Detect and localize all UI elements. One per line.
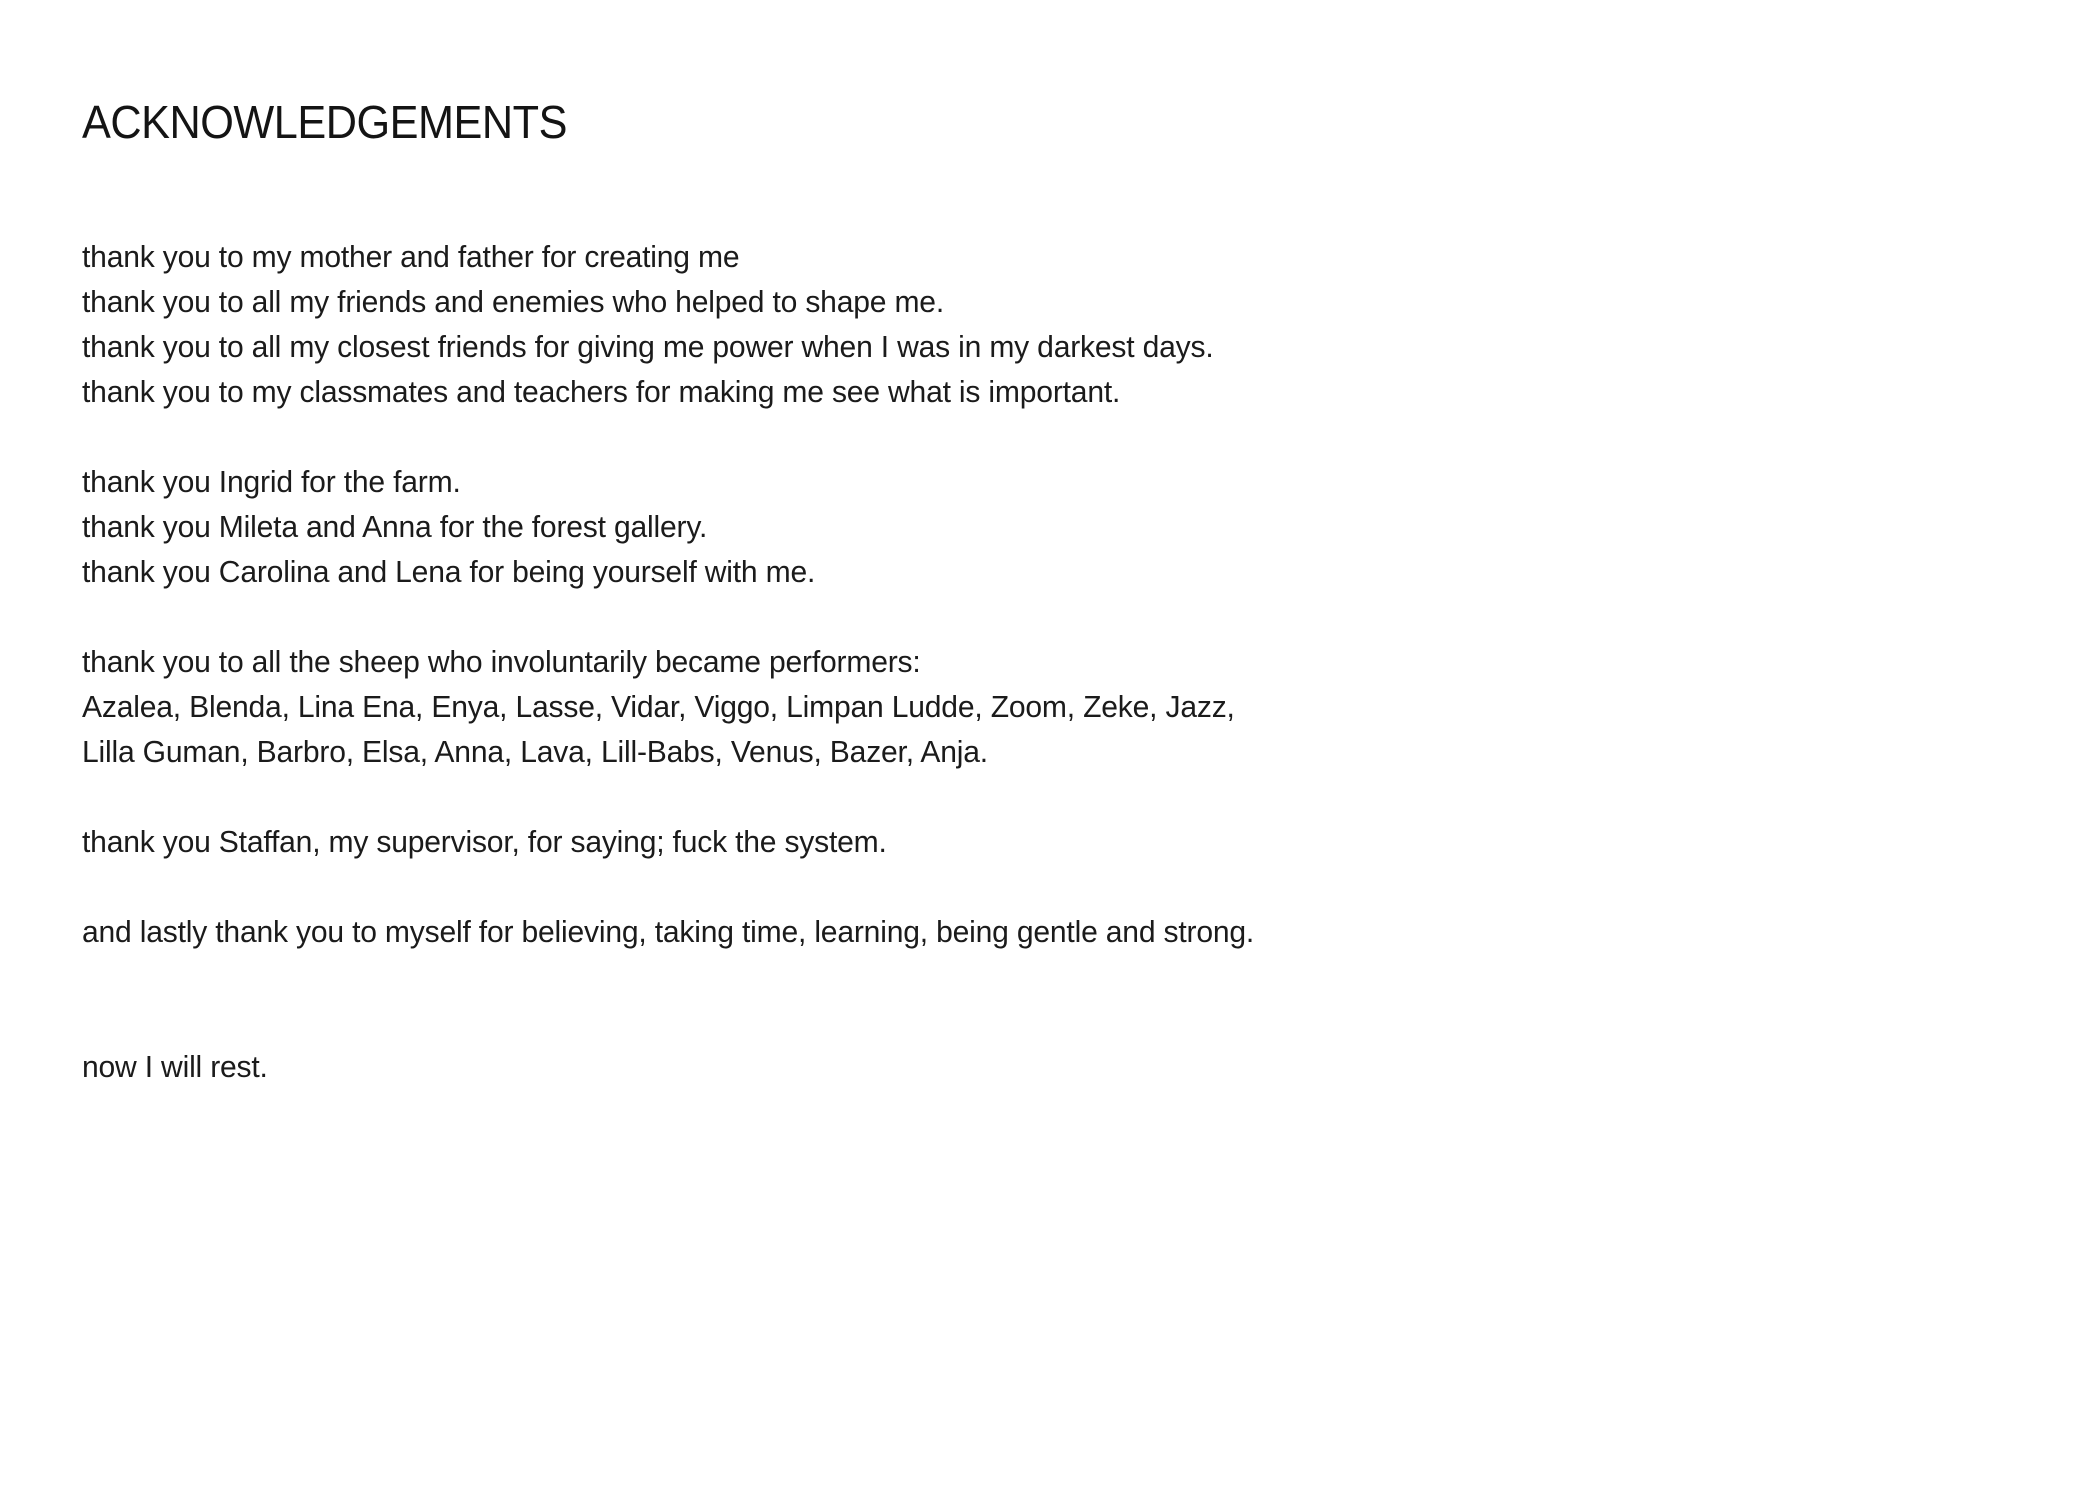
text-line: thank you to all the sheep who involuntarily became performers: [82, 644, 921, 679]
text-line: now I will rest. [82, 1049, 268, 1084]
text-line: Azalea, Blenda, Lina Ena, Enya, Lasse, Vidar, Viggo, Limpan Ludde, Zoom, Zeke, Jazz, [82, 689, 1235, 724]
text-line: thank you Staffan, my supervisor, for saying; fuck the system. [82, 824, 887, 859]
paragraph-supervisor [82, 819, 1987, 864]
text-line: thank you Mileta and Anna for the forest gallery. [82, 509, 708, 544]
paragraph-places [82, 459, 1987, 594]
text-line: Lilla Guman, Barbro, Elsa, Anna, Lava, Lill-Babs, Venus, Bazer, Anja. [82, 734, 988, 769]
text-line: thank you to all my friends and enemies who helped to shape me. [82, 284, 944, 319]
paragraph-sheep [82, 639, 1987, 774]
text-line: and lastly thank you to myself for believing, taking time, learning, being gentle and strong. [82, 914, 1255, 949]
text-line: thank you Ingrid for the farm. [82, 464, 461, 499]
text-line: thank you to all my closest friends for giving me power when I was in my darkest days. [82, 329, 1214, 364]
text-line: thank you to my classmates and teachers for making me see what is important. [82, 374, 1121, 409]
paragraph-family [82, 234, 1987, 414]
text-line: thank you Carolina and Lena for being yourself with me. [82, 554, 816, 589]
paragraph-closing [82, 1044, 1987, 1089]
text-line: thank you to my mother and father for creating me [82, 239, 740, 274]
paragraph-self [82, 909, 1987, 954]
page-title: ACKNOWLEDGEMENTS [82, 96, 567, 148]
